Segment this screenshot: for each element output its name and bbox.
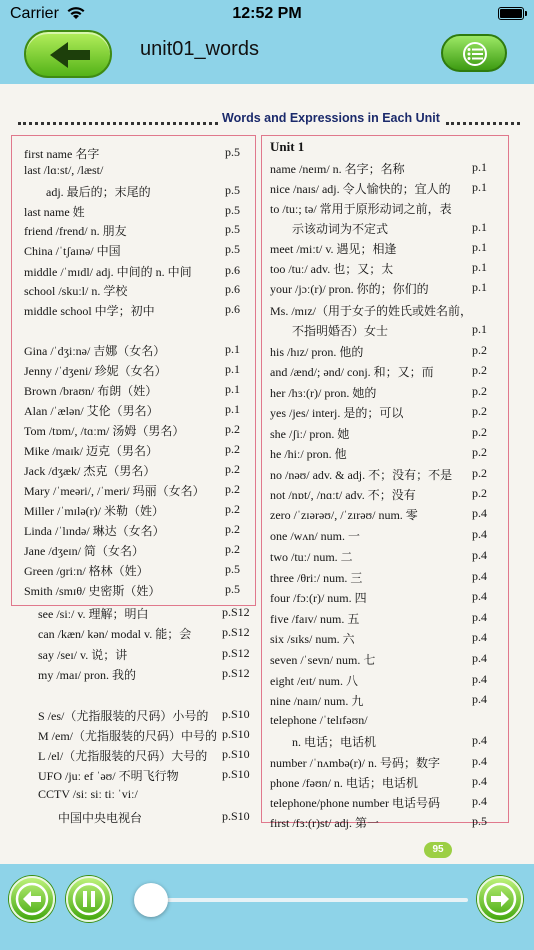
page-ref: p.4	[472, 692, 487, 706]
progress-track[interactable]	[134, 898, 468, 902]
word-entry: L /el/（尤指服装的尺码）大号的	[38, 749, 208, 763]
word-entry: last name 姓	[24, 205, 85, 219]
page-ref: p.5	[225, 222, 240, 236]
word-entry: seven /ˈsevn/ num. 七	[270, 653, 376, 667]
page-ref: p.4	[472, 733, 487, 747]
word-entry: she /ʃiː/ pron. 她	[270, 427, 350, 441]
page-ref: p.2	[472, 384, 487, 398]
page-ref: p.4	[472, 527, 487, 541]
word-entry: six /sɪks/ num. 六	[270, 632, 355, 646]
word-entry: four /fɔː(r)/ num. 四	[270, 591, 367, 605]
word-entry: Jane /dʒeɪn/ 简（女名）	[24, 544, 144, 558]
page-ref: p.2	[472, 363, 487, 377]
page-ref: p.4	[472, 569, 487, 583]
word-entry: M /em/（尤指服装的尺码）中号的	[38, 729, 217, 743]
word-entry: CCTV /siː siː tiː ˈviː/	[38, 787, 138, 801]
pause-button[interactable]	[66, 876, 112, 922]
page-ref: p.2	[472, 425, 487, 439]
word-entry: Ms. /mɪz/（用于女子的姓氏或姓名前，	[270, 304, 473, 318]
page-number-badge: 95	[424, 842, 452, 858]
page-ref: p.4	[472, 610, 487, 624]
word-entry: Gina /ˈdʒiːnə/ 吉娜（女名）	[24, 344, 166, 358]
page-ref: p.4	[472, 754, 487, 768]
word-entry: nine /naɪn/ num. 九	[270, 694, 364, 708]
unit-heading: Unit 1	[270, 139, 305, 154]
word-entry: Linda /ˈlɪndə/ 琳达（女名）	[24, 524, 165, 538]
list-menu-icon	[459, 42, 491, 66]
menu-button[interactable]	[441, 34, 507, 72]
battery-icon	[498, 7, 524, 20]
page-ref: p.1	[472, 160, 487, 174]
word-entry: Miller /ˈmɪlə(r)/ 米勒（姓）	[24, 504, 164, 518]
status-bar	[0, 0, 534, 28]
page-ref: p.5	[225, 242, 240, 256]
page-ref: p.2	[472, 466, 487, 480]
word-entry: last /lɑːst/, /læst/	[24, 163, 104, 177]
previous-button[interactable]	[9, 876, 55, 922]
page-ref: p.1	[225, 342, 240, 356]
page-ref: p.2	[225, 482, 240, 496]
word-entry: five /faɪv/ num. 五	[270, 612, 360, 626]
page-ref: p.S12	[222, 666, 250, 680]
word-entry: 示该动词为不定式	[292, 222, 389, 236]
progress-slider-thumb[interactable]	[134, 883, 168, 917]
page-ref: p.5	[472, 814, 487, 828]
page-ref: p.2	[225, 522, 240, 536]
page-ref: p.1	[472, 260, 487, 274]
word-entry: too /tuː/ adv. 也；又；太	[270, 262, 394, 276]
word-entry: meet /miːt/ v. 遇见；相逢	[270, 242, 397, 256]
word-entry: friend /frend/ n. 朋友	[24, 224, 127, 238]
word-entry: Jenny /ˈdʒeni/ 珍妮（女名）	[24, 364, 167, 378]
word-entry: one /wʌn/ num. 一	[270, 529, 360, 543]
word-entry: Brown /braʊn/ 布朗（姓）	[24, 384, 158, 398]
word-entry: Mary /ˈmeəri/, /ˈmeri/ 玛丽（女名）	[24, 484, 205, 498]
word-entry: nice /naɪs/ adj. 令人愉快的；宜人的	[270, 182, 451, 196]
word-entry: his /hɪz/ pron. 他的	[270, 345, 364, 359]
page-ref: p.2	[225, 502, 240, 516]
page-ref: p.1	[225, 382, 240, 396]
word-entry: he /hiː/ pron. 他	[270, 447, 347, 461]
page-ref: p.2	[472, 343, 487, 357]
page-ref: p.4	[472, 651, 487, 665]
dotted-rule-right	[446, 122, 520, 125]
word-entry: Green /ɡriːn/ 格林（姓）	[24, 564, 149, 578]
back-arrow-icon	[48, 40, 92, 70]
word-entry: your /jɔː(r)/ pron. 你的；你们的	[270, 282, 429, 296]
dotted-rule-left	[18, 122, 218, 125]
page-ref: p.4	[472, 794, 487, 808]
nav-header	[0, 28, 534, 84]
word-entry: my /maɪ/ pron. 我的	[38, 668, 136, 682]
page-ref: p.2	[225, 442, 240, 456]
page-ref: p.1	[472, 240, 487, 254]
word-entry: adj. 最后的；末尾的	[46, 185, 151, 199]
page-ref: p.2	[225, 422, 240, 436]
page-ref: p.1	[472, 280, 487, 294]
word-entry: school /skuːl/ n. 学校	[24, 284, 128, 298]
page-ref: p.6	[225, 302, 240, 316]
word-entry: not /nɒt/, /nɑːt/ adv. 不；没有	[270, 488, 416, 502]
page-ref: p.4	[472, 506, 487, 520]
word-entry: first /fɜː(r)st/ adj. 第一	[270, 816, 380, 830]
page-ref: p.4	[472, 548, 487, 562]
page-ref: p.4	[472, 630, 487, 644]
word-entry: Smith /smɪθ/ 史密斯（姓）	[24, 584, 161, 598]
page-ref: p.6	[225, 263, 240, 277]
page-ref: p.S12	[222, 605, 250, 619]
page-ref: p.1	[225, 402, 240, 416]
page-ref: p.1	[225, 362, 240, 376]
word-entry: first name 名字	[24, 147, 100, 161]
page-ref: p.5	[225, 203, 240, 217]
word-entry: eight /eɪt/ num. 八	[270, 674, 358, 688]
word-entry: Tom /tɒm/, /tɑːm/ 汤姆（男名）	[24, 424, 185, 438]
word-entry: see /siː/ v. 理解；明白	[38, 607, 149, 621]
arrow-left-icon	[11, 878, 53, 920]
word-entry: three /θriː/ num. 三	[270, 571, 363, 585]
word-entry: yes /jes/ interj. 是的；可以	[270, 406, 404, 420]
page-ref: p.5	[225, 183, 240, 197]
word-entry: phone /fəʊn/ n. 电话；电话机	[270, 776, 418, 790]
audio-player	[0, 864, 534, 950]
back-button[interactable]	[24, 30, 112, 78]
word-entry: middle school 中学；初中	[24, 304, 155, 318]
word-entry: say /seɪ/ v. 说；讲	[38, 648, 128, 662]
page-ref: p.5	[225, 145, 240, 159]
page-ref: p.2	[472, 486, 487, 500]
pause-icon	[68, 878, 110, 920]
word-entry: no /nəʊ/ adv. & adj. 不；没有；不是	[270, 468, 453, 482]
page-ref: p.2	[472, 404, 487, 418]
page-ref: p.S10	[222, 727, 250, 741]
page-ref: p.2	[472, 445, 487, 459]
word-entry: zero /ˈzɪərəʊ/, /ˈzɪrəʊ/ num. 零	[270, 508, 418, 522]
page-ref: p.S10	[222, 707, 250, 721]
word-entry: Mike /maɪk/ 迈克（男名）	[24, 444, 158, 458]
clock: 12:52 PM	[232, 5, 302, 22]
page-ref: p.2	[225, 462, 240, 476]
page-ref: p.2	[225, 542, 240, 556]
word-entry: and /ænd/; ənd/ conj. 和；又；而	[270, 365, 434, 379]
word-entry: to /tuː; tə/ 常用于原形动词之前，表	[270, 202, 452, 216]
carrier-label: Carrier	[10, 5, 59, 22]
page-ref: p.1	[472, 180, 487, 194]
page-ref: p.S10	[222, 809, 250, 823]
page-ref: p.S10	[222, 767, 250, 781]
page-heading: Words and Expressions in Each Unit	[222, 111, 440, 125]
next-button[interactable]	[477, 876, 523, 922]
page-ref: p.5	[225, 582, 240, 596]
page-ref: p.4	[472, 774, 487, 788]
book-page	[0, 84, 534, 864]
word-entry: UFO /juː ef ˈəʊ/ 不明飞行物	[38, 769, 179, 783]
page-ref: p.5	[225, 562, 240, 576]
word-entry: her /hɜː(r)/ pron. 她的	[270, 386, 377, 400]
word-entry: telephone /ˈtelɪfəʊn/	[270, 713, 368, 727]
word-entry: S /es/（尤指服装的尺码）小号的	[38, 709, 209, 723]
word-entry: number /ˈnʌmbə(r)/ n. 号码；数字	[270, 756, 440, 770]
page-ref: p.1	[472, 322, 487, 336]
word-entry: n. 电话；电话机	[292, 735, 377, 749]
word-entry: telephone/phone number 电话号码	[270, 796, 440, 810]
page-ref: p.6	[225, 282, 240, 296]
page-ref: p.4	[472, 589, 487, 603]
word-entry: middle /ˈmɪdl/ adj. 中间的 n. 中间	[24, 265, 192, 279]
word-entry: can /kæn/ kən/ modal v. 能；会	[38, 627, 192, 641]
word-entry: 不指明婚否）女士	[292, 324, 389, 338]
page-ref: p.4	[472, 672, 487, 686]
word-entry: two /tuː/ num. 二	[270, 550, 353, 564]
word-entry: name /neɪm/ n. 名字；名称	[270, 162, 405, 176]
page-title: unit01_words	[140, 38, 259, 60]
word-entry: Alan /ˈælən/ 艾伦（男名）	[24, 404, 159, 418]
word-entry: 中国中央电视台	[58, 811, 143, 825]
page-ref: p.S12	[222, 625, 250, 639]
arrow-right-icon	[479, 878, 521, 920]
page-ref: p.S12	[222, 646, 250, 660]
word-entry: Jack /dʒæk/ 杰克（男名）	[24, 464, 156, 478]
word-entry: China /ˈtʃaɪnə/ 中国	[24, 244, 121, 258]
page-ref: p.S10	[222, 747, 250, 761]
page-ref: p.1	[472, 220, 487, 234]
